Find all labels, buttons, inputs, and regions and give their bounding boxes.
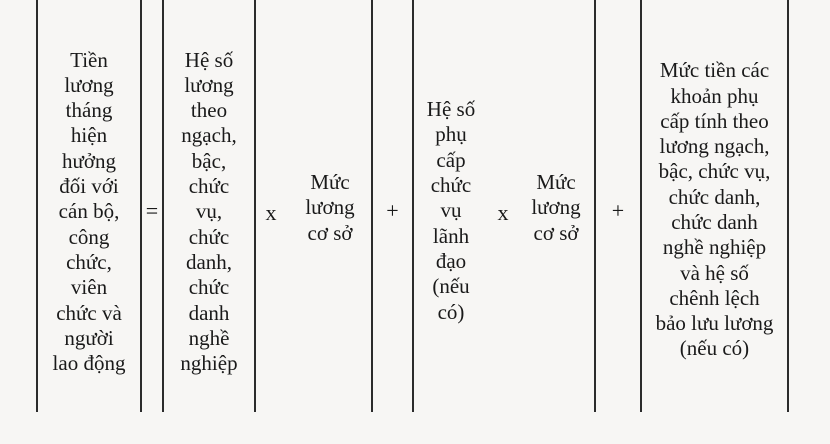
allowance-coefficient-cell [414, 80, 488, 342]
cell-line: nghiệp [180, 351, 238, 376]
cell-line: lương [184, 72, 234, 97]
cell-line: danh [188, 300, 230, 325]
cell-line: lương ngạch, [659, 134, 770, 159]
cell-line: người [64, 325, 114, 350]
cell-line: có) [437, 299, 465, 324]
cell-line: chức [188, 174, 230, 199]
cell-line: Hệ số [184, 47, 234, 72]
cell-line: nghề nghiệp [662, 235, 767, 260]
cell-line: cấp tính theo [660, 108, 769, 133]
cell-line: chức [430, 173, 472, 198]
cell-line: Mức [310, 170, 350, 195]
plus-operator: + [386, 198, 399, 223]
cell-line: bậc, chức vụ, [658, 159, 771, 184]
cell-line: cấp [436, 147, 466, 172]
cell-line: cơ sở [533, 220, 579, 245]
cell-line: cán bộ, [58, 199, 120, 224]
monthly-salary-cell [38, 22, 140, 402]
cell-line: bậc, [191, 148, 227, 173]
cell-line: vụ, [195, 199, 223, 224]
cell-line: tháng [65, 98, 113, 123]
multiply-operator: x [265, 200, 277, 225]
salary-coefficient-cell [164, 22, 254, 402]
cell-line: chức và [56, 300, 122, 325]
base-salary-cell [518, 168, 594, 248]
cell-line: đối với [59, 174, 119, 199]
cell-line: công [68, 224, 110, 249]
cell-line: chức, [66, 249, 112, 274]
plus-operator: + [611, 198, 625, 223]
cell-line: lương [531, 195, 581, 220]
cell-line: theo [190, 98, 228, 123]
cell-line: chênh lệch [669, 285, 760, 310]
cell-line: danh, [185, 249, 233, 274]
equals-operator: = [145, 198, 159, 223]
cell-line: Mức tiền các [659, 58, 770, 83]
multiply-operator: x [497, 200, 509, 225]
cell-line: ngạch, [181, 123, 237, 148]
cell-line: lương [305, 195, 355, 220]
cell-line: chức [188, 275, 230, 300]
cell-line: khoản phụ [670, 83, 759, 108]
cell-line: hưởng [62, 148, 116, 173]
cell-line: nghề [188, 325, 230, 350]
cell-line: lãnh [432, 223, 470, 248]
cell-line: hiện [70, 123, 108, 148]
cell-line: đạo [435, 248, 467, 273]
cell-line: Tiền [70, 47, 108, 72]
cell-line: và hệ số [680, 260, 749, 285]
cell-line: phụ [435, 122, 467, 147]
cell-line: lao động [52, 351, 126, 376]
cell-line: (nếu có) [679, 336, 750, 361]
column-rule [787, 0, 789, 412]
cell-line: chức danh [671, 210, 758, 234]
cell-line: vụ [440, 198, 462, 223]
allowance-amount-cell [642, 35, 787, 385]
base-salary-cell [290, 168, 370, 248]
cell-line: bảo lưu lương [655, 311, 774, 336]
cell-line: chức danh, [668, 184, 761, 209]
cell-line: chức [188, 224, 230, 249]
cell-line: cơ sở [307, 220, 353, 245]
cell-line: lương [64, 72, 114, 97]
cell-line: Mức [536, 170, 576, 195]
cell-line: Hệ số [426, 97, 476, 122]
cell-line: viên [70, 275, 108, 300]
cell-line: (nếu [432, 274, 470, 299]
